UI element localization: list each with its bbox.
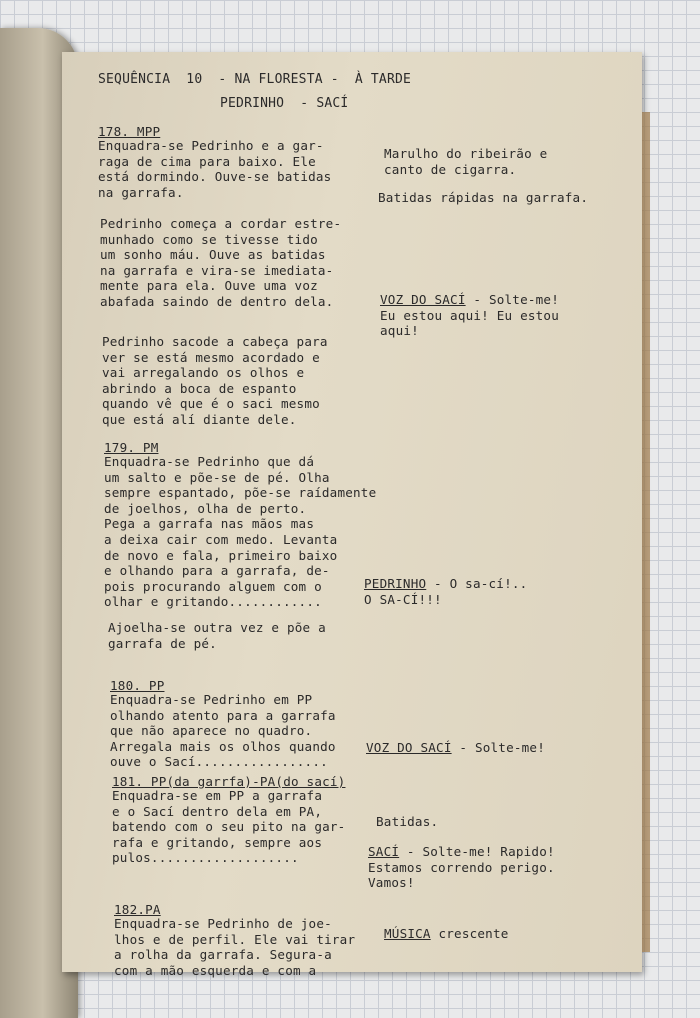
dialogue-line: - Solte-me!: [451, 740, 545, 755]
characters-heading: PEDRINHO - SACÍ: [220, 96, 349, 111]
dialogue-speaker: PEDRINHO: [364, 576, 427, 591]
dialogue: [366, 740, 545, 756]
sound-cue: Batidas rápidas na garrafa.: [378, 190, 589, 205]
dialogue-line: - O sa-cí!.. O SA-CÍ!!!: [364, 576, 528, 607]
shot-number: 182.PA: [114, 902, 161, 917]
dialogue-line: - Solte-me! Rapido! Estamos correndo perigo. Vamos!: [368, 844, 555, 891]
shot-action: Enquadra-se em PP a garrafa e o Sací dentro dela em PA, batendo com o seu pito na gar- rafa e gritando, sempre aos pulos...................: [112, 788, 346, 866]
shot-action: Pedrinho sacode a cabeça para ver se está mesmo acordado e vai arregalando os olhos e abrindo a boca de espanto quando vê que é o saci mesmo que está alí diante dele.: [102, 334, 328, 427]
shot-number: 178. MPP: [98, 124, 161, 139]
dialogue: [368, 844, 555, 891]
dialogue-line: - Solte-me! Eu estou aqui! Eu estou aqui!: [380, 292, 559, 339]
shot-number: 179. PM: [104, 440, 159, 455]
dialogue: [364, 576, 527, 607]
dialogue-speaker: VOZ DO SACÍ: [380, 292, 466, 307]
shot-action: Enquadra-se Pedrinho e a gar- raga de cima para baixo. Ele está dormindo. Ouve-se batidas na garrafa.: [98, 138, 332, 200]
shot-number: 181. PP(da garrfa)-PA(do sací): [112, 774, 346, 789]
sound-cue: Batidas.: [376, 814, 439, 829]
shot-action: Ajoelha-se outra vez e põe a garrafa de pé.: [108, 620, 326, 651]
dialogue-speaker: SACÍ: [368, 844, 400, 859]
shot-action: Enquadra-se Pedrinho em PP olhando atento para a garrafa que não aparece no quadro. Arregala mais os olhos quando ouve o Sací.................: [110, 692, 336, 770]
music-cue: [384, 926, 509, 942]
sequence-heading: SEQUÊNCIA 10 - NA FLORESTA - À TARDE: [98, 72, 412, 87]
shot-action: Enquadra-se Pedrinho que dá um salto e põe-se de pé. Olha sempre espantado, põe-se raídamente de joelhos, olha de perto. Pega a garrafa nas mãos mas a deixa cair com medo. Levanta de novo e fala, primeiro baixo e olhando para a garrafa, de- pois procurando alguem com o olhar e gritando............: [104, 454, 377, 610]
dialogue: [380, 292, 559, 339]
music-description: crescente: [430, 926, 509, 941]
music-label: MÚSICA: [384, 926, 431, 941]
sound-cue: Marulho do ribeirão e canto de cigarra.: [384, 146, 548, 177]
shot-action: Pedrinho começa a cordar estre- munhado como se tivesse tido um sonho máu. Ouve as batidas na garrafa e vira-se imediata- mente para ela. Ouve uma voz abafada saindo de dentro dela.: [100, 216, 342, 309]
script-page: [62, 52, 642, 978]
shot-number: 180. PP: [110, 678, 165, 693]
dialogue-speaker: VOZ DO SACÍ: [366, 740, 452, 755]
shot-action: Enquadra-se Pedrinho de joe- lhos e de perfil. Ele vai tirar a rolha da garrafa. Segura-a com a mão esquerda e com a: [114, 916, 356, 978]
page-stack-edge: [642, 112, 650, 952]
